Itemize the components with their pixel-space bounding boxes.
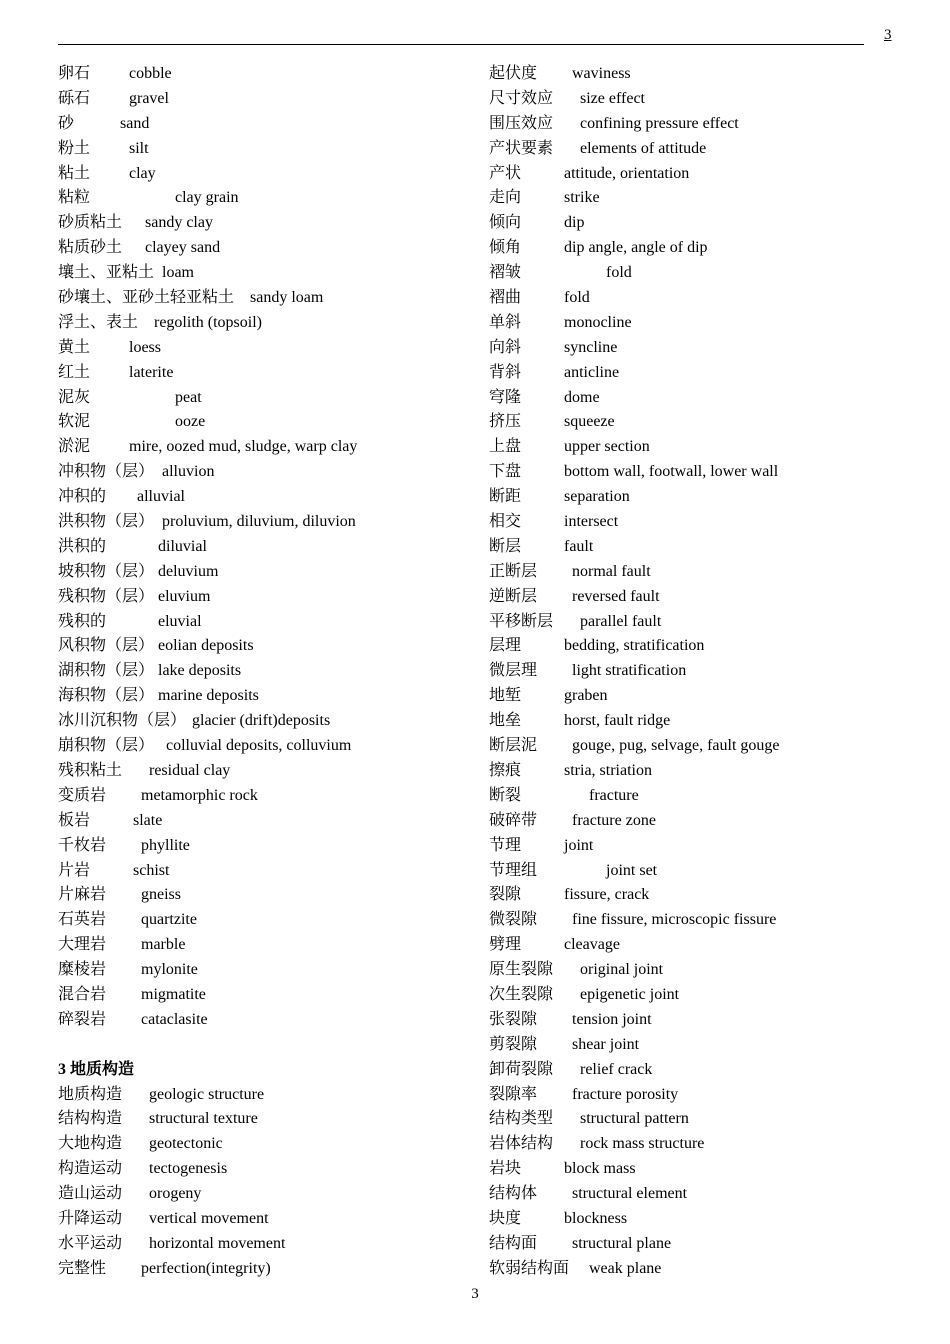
chinese-term: 软泥: [58, 413, 91, 431]
english-term: tension joint: [572, 1010, 652, 1028]
chinese-term: 构造运动: [58, 1160, 123, 1178]
chinese-term: 断距: [489, 488, 522, 506]
glossary-row: [58, 933, 478, 958]
english-term: fissure, crack: [564, 886, 650, 904]
english-term: phyllite: [141, 836, 190, 854]
glossary-row: [58, 236, 478, 261]
english-term: graben: [564, 687, 608, 705]
glossary-row: [489, 535, 929, 560]
english-term: geotectonic: [149, 1135, 223, 1153]
chinese-term: 上盘: [489, 438, 522, 456]
chinese-term: 湖积物（层）: [58, 662, 155, 680]
english-term: dome: [564, 388, 600, 406]
glossary-row: [489, 1257, 929, 1282]
english-term: elements of attitude: [580, 139, 707, 157]
glossary-row: [58, 958, 478, 983]
chinese-term: 风积物（层）: [58, 637, 155, 655]
page-number-bottom: 3: [471, 1286, 479, 1302]
chinese-term: 泥灰: [58, 388, 91, 406]
chinese-term: 浮土、表土: [58, 313, 139, 331]
english-term: deluvium: [158, 562, 219, 580]
chinese-term: 粘土: [58, 164, 91, 182]
chinese-term: 水平运动: [58, 1234, 123, 1252]
glossary-row: [58, 186, 478, 211]
chinese-term: 围压效应: [489, 114, 554, 132]
glossary-row: [58, 311, 478, 336]
chinese-term: 片岩: [58, 861, 91, 879]
glossary-row: [58, 510, 478, 535]
chinese-term: 卵石: [58, 65, 91, 82]
glossary-row: [58, 734, 478, 759]
english-term: weak plane: [589, 1259, 662, 1277]
english-term: fracture porosity: [572, 1085, 679, 1103]
chinese-term: 大理岩: [58, 936, 107, 954]
glossary-row: [58, 1008, 478, 1033]
english-term: upper section: [564, 438, 650, 456]
chinese-term: 石英岩: [58, 911, 107, 929]
english-term: clayey sand: [145, 239, 221, 257]
english-term: gravel: [129, 89, 169, 107]
english-term: parallel fault: [580, 612, 662, 630]
english-term: fine fissure, microscopic fissure: [572, 911, 777, 929]
chinese-term: 劈理: [489, 936, 522, 954]
chinese-term: 冰川沉积物（层）: [58, 712, 187, 730]
english-term: perfection(integrity): [141, 1259, 271, 1277]
chinese-term: 地质构造: [58, 1085, 123, 1103]
chinese-term: 残积粘土: [58, 761, 123, 779]
glossary-row: [489, 1207, 929, 1232]
glossary-row: [58, 485, 478, 510]
glossary-row: [489, 162, 929, 187]
chinese-term: 片麻岩: [58, 886, 107, 904]
glossary-row: [489, 759, 929, 784]
glossary-row: [489, 510, 929, 535]
english-term: sandy loam: [250, 289, 324, 307]
glossary-row: [489, 112, 929, 137]
english-term: horst, fault ridge: [564, 712, 671, 730]
glossary-row: [58, 435, 478, 460]
glossary-row: [58, 1207, 478, 1232]
glossary-row: [58, 162, 478, 187]
chinese-term: 断裂: [489, 786, 522, 804]
chinese-term: 倾向: [489, 214, 522, 232]
chinese-term: 冲积的: [58, 488, 107, 506]
english-term: alluvion: [162, 463, 215, 481]
english-term: eolian deposits: [158, 637, 254, 655]
chinese-term: 岩体结构: [489, 1135, 554, 1153]
glossary-row: [58, 261, 478, 286]
glossary-row: [489, 410, 929, 435]
glossary-row: [58, 386, 478, 411]
glossary-row: [489, 211, 929, 236]
english-term: bedding, stratification: [564, 637, 705, 655]
chinese-term: 板岩: [58, 811, 91, 829]
english-term: gouge, pug, selvage, fault gouge: [572, 737, 780, 755]
english-term: joint set: [606, 861, 658, 879]
glossary-row: [58, 585, 478, 610]
english-term: structural element: [572, 1185, 688, 1203]
chinese-term: 褶曲: [489, 289, 522, 307]
glossary-row: [489, 709, 929, 734]
english-term: peat: [175, 388, 202, 406]
english-term: strike: [564, 189, 600, 207]
glossary-row: [489, 1157, 929, 1182]
glossary-row: [58, 908, 478, 933]
chinese-term: 产状要素: [489, 139, 554, 157]
glossary-row: [58, 1058, 478, 1083]
header-rule: [58, 44, 864, 45]
english-term: horizontal movement: [149, 1234, 286, 1252]
english-term: cleavage: [564, 936, 620, 954]
glossary-row: [489, 435, 929, 460]
english-term: shear joint: [572, 1035, 640, 1053]
english-term: colluvial deposits, colluvium: [166, 737, 352, 755]
chinese-term: 砂壤土、亚砂土轻亚粘土: [58, 289, 235, 307]
chinese-term: 洪积物（层）: [58, 513, 155, 531]
english-term: original joint: [580, 961, 664, 979]
glossary-row: [489, 386, 929, 411]
chinese-term: 砂: [58, 114, 75, 132]
english-term: eluvial: [158, 612, 202, 630]
chinese-term: 砾石: [58, 89, 91, 107]
chinese-term: 卸荷裂隙: [489, 1060, 554, 1078]
english-term: clay grain: [175, 189, 239, 207]
glossary-row: [58, 759, 478, 784]
glossary-row: [489, 1182, 929, 1207]
left-column: [58, 62, 478, 1282]
english-term: syncline: [564, 338, 618, 356]
chinese-term: 平移断层: [489, 612, 554, 630]
glossary-row: [489, 834, 929, 859]
chinese-term: 残积物（层）: [58, 587, 155, 605]
chinese-term: 粘质砂土: [58, 239, 123, 257]
glossary-row: [489, 336, 929, 361]
glossary-row: [489, 1033, 929, 1058]
chinese-term: 起伏度: [489, 65, 538, 82]
glossary-row: [489, 261, 929, 286]
glossary-row: [489, 1132, 929, 1157]
right-column: [489, 62, 929, 1282]
chinese-term: 结构体: [489, 1185, 538, 1203]
glossary-row: [489, 883, 929, 908]
chinese-term: 原生裂隙: [489, 961, 554, 979]
glossary-row: [58, 62, 478, 87]
english-term: relief crack: [580, 1060, 653, 1078]
chinese-term: 粉土: [58, 139, 91, 157]
english-term: sandy clay: [145, 214, 213, 232]
english-term: residual clay: [149, 761, 231, 779]
chinese-term: 粘粒: [58, 189, 91, 207]
glossary-row: [58, 1157, 478, 1182]
chinese-term: 层理: [489, 637, 522, 655]
english-term: block mass: [564, 1160, 636, 1178]
chinese-term: 次生裂隙: [489, 985, 554, 1003]
chinese-term: 结构面: [489, 1234, 538, 1252]
chinese-term: 擦痕: [489, 761, 522, 779]
chinese-term: 洪积的: [58, 537, 107, 555]
english-term: diluvial: [158, 537, 207, 555]
chinese-term: 结构类型: [489, 1110, 554, 1128]
english-term: joint: [564, 836, 594, 854]
english-term: marine deposits: [158, 687, 259, 705]
glossary-row: [489, 311, 929, 336]
glossary-row: [489, 610, 929, 635]
english-term: gneiss: [141, 886, 181, 904]
glossary-row: [489, 460, 929, 485]
english-term: glacier (drift)deposits: [192, 712, 331, 730]
glossary-row: [58, 983, 478, 1008]
glossary-row: [58, 336, 478, 361]
chinese-term: 千枚岩: [58, 836, 107, 854]
chinese-term: 逆断层: [489, 587, 538, 605]
chinese-term: 冲积物（层）: [58, 463, 155, 481]
glossary-row: [58, 560, 478, 585]
chinese-term: 微层理: [489, 662, 538, 680]
chinese-term: 向斜: [489, 338, 522, 356]
chinese-term: 尺寸效应: [489, 89, 554, 107]
glossary-row: [58, 809, 478, 834]
english-term: fault: [564, 537, 594, 555]
glossary-row: [58, 1182, 478, 1207]
chinese-term: 地堑: [489, 687, 522, 705]
chinese-term: 产状: [489, 164, 522, 182]
page-number-top: 3: [884, 27, 892, 43]
glossary-row: [58, 410, 478, 435]
chinese-term: 褶皱: [489, 264, 522, 282]
chinese-term: 碎裂岩: [58, 1010, 107, 1028]
english-term: tectogenesis: [149, 1160, 228, 1178]
english-term: waviness: [572, 65, 631, 82]
chinese-term: 剪裂隙: [489, 1035, 538, 1053]
chinese-term: 破碎带: [489, 811, 538, 829]
chinese-term: 挤压: [489, 413, 522, 431]
glossary-row: [489, 137, 929, 162]
chinese-term: 岩块: [489, 1160, 522, 1178]
chinese-term: 混合岩: [58, 985, 107, 1003]
english-term: eluvium: [158, 587, 211, 605]
chinese-term: 单斜: [489, 313, 522, 331]
glossary-row: [58, 361, 478, 386]
english-term: mylonite: [141, 961, 198, 979]
chinese-term: 正断层: [489, 562, 538, 580]
glossary-row: [489, 87, 929, 112]
english-term: anticline: [564, 363, 620, 381]
english-term: ooze: [175, 413, 206, 431]
glossary-row: [489, 1058, 929, 1083]
english-term: regolith (topsoil): [154, 313, 262, 331]
glossary-row: [58, 112, 478, 137]
chinese-term: 相交: [489, 513, 522, 531]
glossary-row: [489, 286, 929, 311]
english-term: normal fault: [572, 562, 651, 580]
english-term: slate: [133, 811, 163, 829]
chinese-term: 坡积物（层）: [58, 562, 155, 580]
english-term: stria, striation: [564, 761, 652, 779]
glossary-row: [489, 784, 929, 809]
glossary-row: [58, 460, 478, 485]
chinese-term: 地垒: [489, 712, 522, 730]
english-term: lake deposits: [158, 662, 242, 680]
english-term: quartzite: [141, 911, 197, 929]
glossary-row: [489, 186, 929, 211]
english-term: proluvium, diluvium, diluvion: [162, 513, 356, 531]
english-term: fracture zone: [572, 811, 656, 829]
chinese-term: 穹隆: [489, 388, 522, 406]
english-term: bottom wall, footwall, lower wall: [564, 463, 779, 481]
glossary-row: [58, 137, 478, 162]
glossary-row: [489, 659, 929, 684]
chinese-term: 糜棱岩: [58, 961, 107, 979]
glossary-row: [489, 983, 929, 1008]
english-term: blockness: [564, 1209, 628, 1227]
english-term: confining pressure effect: [580, 114, 739, 132]
english-term: orogeny: [149, 1185, 202, 1203]
english-term: rock mass structure: [580, 1135, 705, 1153]
glossary-row: [489, 62, 929, 87]
chinese-term: 背斜: [489, 363, 522, 381]
glossary-row: [58, 535, 478, 560]
glossary-row: [489, 1107, 929, 1132]
chinese-term: 黄土: [58, 338, 91, 356]
chinese-term: 崩积物（层）: [58, 737, 155, 755]
glossary-row: [489, 958, 929, 983]
glossary-row: [58, 87, 478, 112]
english-term: cobble: [129, 65, 172, 82]
english-term: fold: [606, 264, 632, 282]
glossary-row: [58, 659, 478, 684]
chinese-term: 裂隙: [489, 886, 522, 904]
english-term: cataclasite: [141, 1010, 208, 1028]
chinese-term: 升降运动: [58, 1209, 123, 1227]
glossary-row: [489, 1008, 929, 1033]
glossary-row: [58, 684, 478, 709]
glossary-row: [58, 883, 478, 908]
glossary-row: [489, 560, 929, 585]
chinese-term: 倾角: [489, 239, 522, 257]
english-term: schist: [133, 861, 170, 879]
chinese-term: 海积物（层）: [58, 687, 155, 705]
english-term: dip: [564, 214, 585, 232]
glossary-row: [489, 734, 929, 759]
glossary-row: [58, 1083, 478, 1108]
english-term: metamorphic rock: [141, 786, 258, 804]
glossary-row: [58, 610, 478, 635]
english-term: silt: [129, 139, 149, 157]
chinese-term: 残积的: [58, 612, 107, 630]
english-term: structural pattern: [580, 1110, 689, 1128]
english-term: laterite: [129, 363, 174, 381]
glossary-row: [58, 211, 478, 236]
english-term: alluvial: [137, 488, 185, 506]
glossary-row: [489, 684, 929, 709]
chinese-term: 走向: [489, 189, 522, 207]
glossary-row: [58, 1232, 478, 1257]
glossary-row: [489, 585, 929, 610]
english-term: monocline: [564, 313, 632, 331]
glossary-row: [489, 634, 929, 659]
english-term: geologic structure: [149, 1085, 265, 1103]
glossary-row: [58, 1257, 478, 1282]
glossary-row: [58, 784, 478, 809]
english-term: fold: [564, 289, 590, 307]
english-term: loam: [162, 264, 194, 282]
chinese-term: 变质岩: [58, 786, 107, 804]
chinese-term: 块度: [489, 1209, 522, 1227]
section-heading: 3 地质构造: [58, 1060, 135, 1078]
english-term: reversed fault: [572, 587, 660, 605]
glossary-row: [489, 485, 929, 510]
glossary-row: [489, 933, 929, 958]
glossary-row: [58, 286, 478, 311]
chinese-term: 大地构造: [58, 1135, 123, 1153]
english-term: loess: [129, 338, 161, 356]
english-term: structural plane: [572, 1234, 672, 1252]
glossary-row: [58, 1033, 478, 1058]
glossary-row: [58, 1132, 478, 1157]
chinese-term: 断层泥: [489, 737, 538, 755]
glossary-row: [489, 908, 929, 933]
english-term: light stratification: [572, 662, 687, 680]
glossary-row: [58, 1107, 478, 1132]
glossary-row: [489, 361, 929, 386]
english-term: fracture: [589, 786, 639, 804]
chinese-term: 张裂隙: [489, 1010, 538, 1028]
english-term: epigenetic joint: [580, 985, 680, 1003]
chinese-term: 断层: [489, 537, 522, 555]
glossary-row: [58, 859, 478, 884]
chinese-term: 软弱结构面: [489, 1259, 570, 1277]
chinese-term: 节理: [489, 836, 522, 854]
english-term: vertical movement: [149, 1209, 269, 1227]
chinese-term: 造山运动: [58, 1185, 123, 1203]
english-term: separation: [564, 488, 630, 506]
glossary-row: [58, 634, 478, 659]
english-term: migmatite: [141, 985, 206, 1003]
english-term: intersect: [564, 513, 619, 531]
english-term: dip angle, angle of dip: [564, 239, 708, 257]
glossary-row: [489, 809, 929, 834]
glossary-row: [489, 236, 929, 261]
chinese-term: 红土: [58, 363, 91, 381]
glossary-row: [489, 1232, 929, 1257]
glossary-row: [58, 709, 478, 734]
chinese-term: 淤泥: [58, 438, 91, 456]
chinese-term: 裂隙率: [489, 1085, 538, 1103]
english-term: squeeze: [564, 413, 615, 431]
chinese-term: 节理组: [489, 861, 538, 879]
english-term: marble: [141, 936, 186, 954]
english-term: mire, oozed mud, sludge, warp clay: [129, 438, 358, 456]
glossary-row: [58, 834, 478, 859]
english-term: clay: [129, 164, 156, 182]
chinese-term: 完整性: [58, 1259, 107, 1277]
glossary-row: [489, 1083, 929, 1108]
chinese-term: 壤土、亚粘土: [58, 264, 155, 282]
chinese-term: 结构构造: [58, 1110, 123, 1128]
chinese-term: 下盘: [489, 463, 522, 481]
english-term: attitude, orientation: [564, 164, 690, 182]
english-term: size effect: [580, 89, 645, 107]
english-term: structural texture: [149, 1110, 258, 1128]
english-term: sand: [120, 114, 150, 132]
chinese-term: 微裂隙: [489, 911, 538, 929]
glossary-row: [489, 859, 929, 884]
chinese-term: 砂质粘土: [58, 214, 123, 232]
